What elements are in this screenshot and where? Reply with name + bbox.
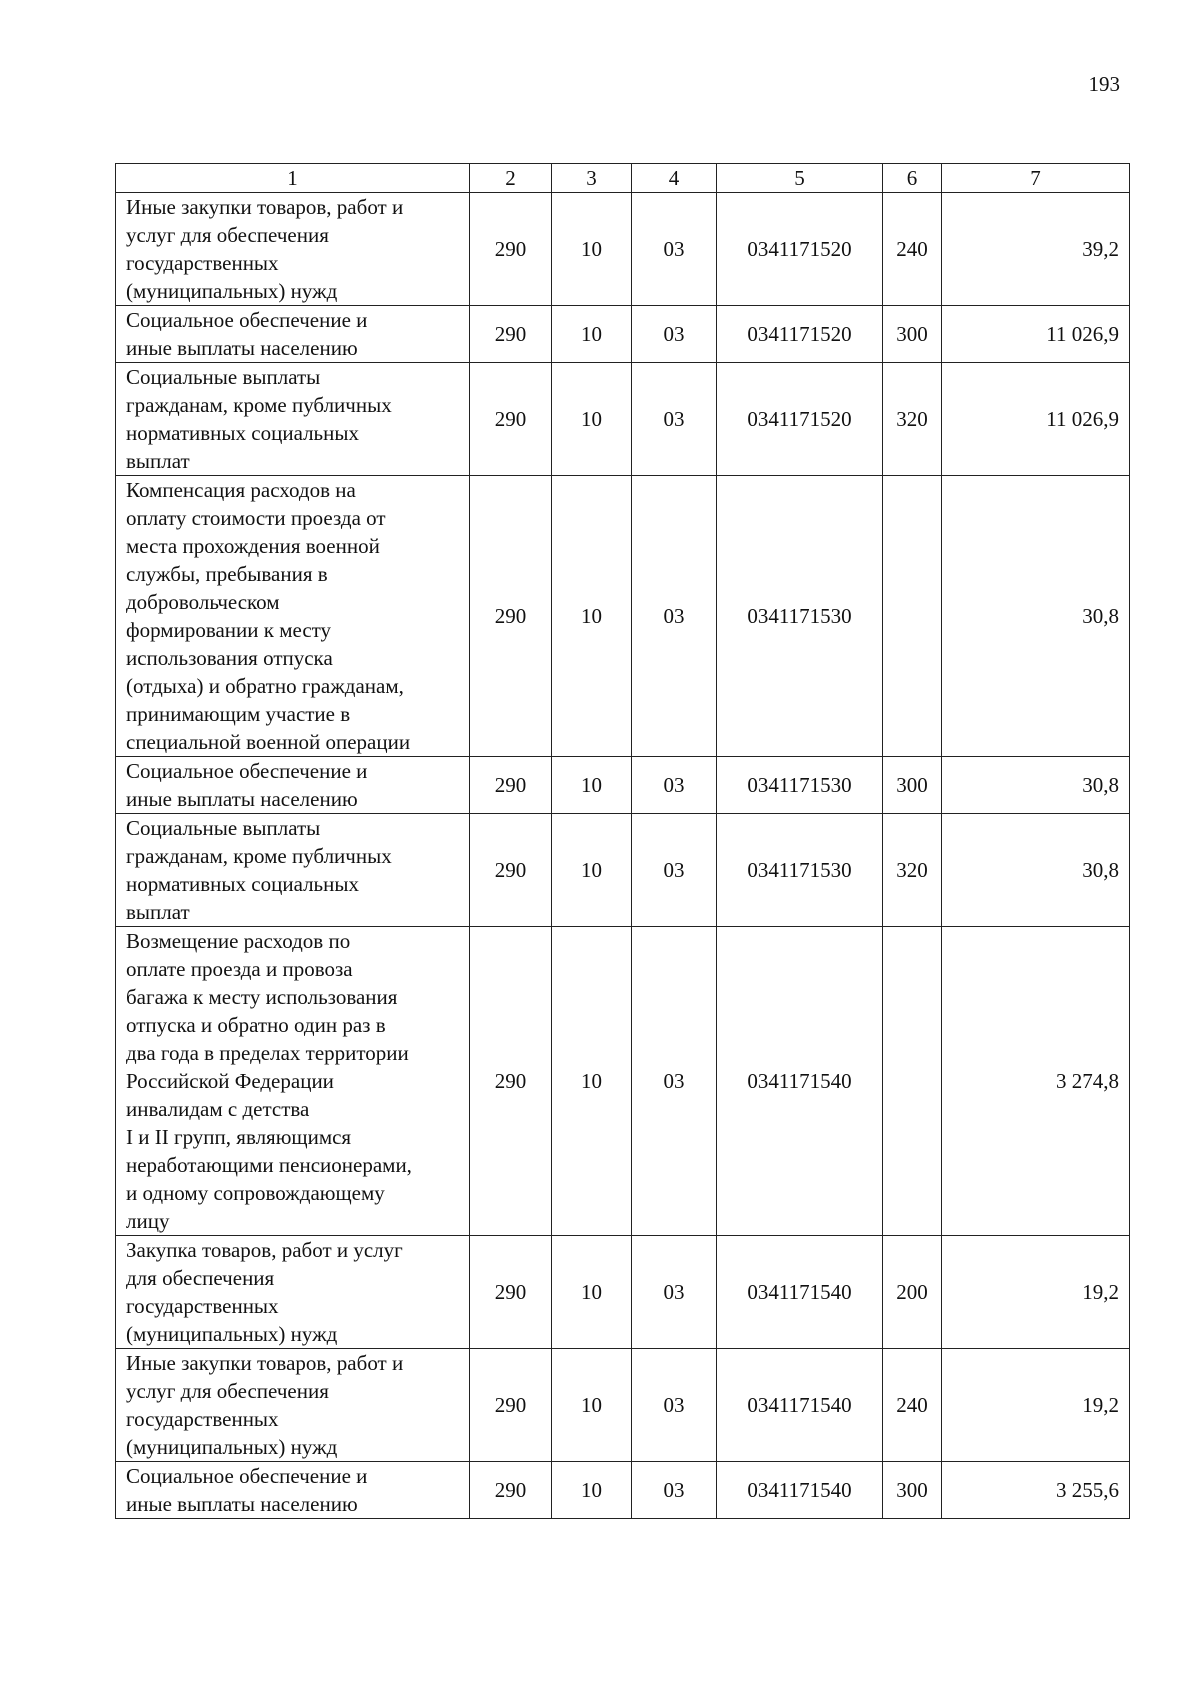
- table-row: [116, 927, 1130, 1236]
- row-cell-4: 03: [632, 814, 717, 927]
- row-name-cell: Социальные выплаты гражданам, кроме публичных нормативных социальных выплат: [116, 814, 470, 927]
- column-header-3: 3: [552, 164, 632, 193]
- row-cell-5: 0341171520: [717, 306, 883, 363]
- row-cell-2: 290: [470, 1236, 552, 1349]
- row-cell-4: 03: [632, 1349, 717, 1462]
- row-cell-3: 10: [552, 814, 632, 927]
- row-cell-7: 3 274,8: [942, 927, 1130, 1236]
- row-cell-2: 290: [470, 927, 552, 1236]
- row-cell-5: 0341171540: [717, 1462, 883, 1519]
- row-cell-5: 0341171520: [717, 193, 883, 306]
- row-name-cell: Закупка товаров, работ и услуг для обеспечения государственных (муниципальных) нужд: [116, 1236, 470, 1349]
- row-cell-3: 10: [552, 757, 632, 814]
- row-name-cell: Иные закупки товаров, работ и услуг для обеспечения государственных (муниципальных) нужд: [116, 193, 470, 306]
- row-cell-5: 0341171540: [717, 1236, 883, 1349]
- row-cell-2: 290: [470, 193, 552, 306]
- row-name-cell: Компенсация расходов на оплату стоимости проезда от места прохождения военной службы, пребывания в добровольческом формировании к месту использования отпуска (отдыха) и обратно гражданам, принимающим участие в специальной военной операции: [116, 476, 470, 757]
- row-name-cell: Возмещение расходов по оплате проезда и провоза багажа к месту использования отпуска и обратно один раз в два года в пределах территории Российской Федерации инвалидам с детства I и II групп, являющимся неработающими пенсионерами, и одному сопровождающему лицу: [116, 927, 470, 1236]
- row-cell-2: 290: [470, 1349, 552, 1462]
- row-cell-3: 10: [552, 193, 632, 306]
- row-cell-3: 10: [552, 306, 632, 363]
- row-name-cell: Иные закупки товаров, работ и услуг для обеспечения государственных (муниципальных) нужд: [116, 1349, 470, 1462]
- row-cell-3: 10: [552, 1349, 632, 1462]
- row-cell-4: 03: [632, 306, 717, 363]
- row-cell-6: [883, 476, 942, 757]
- row-cell-6: 240: [883, 193, 942, 306]
- row-cell-5: 0341171520: [717, 363, 883, 476]
- table-row: [116, 1349, 1130, 1462]
- row-cell-2: 290: [470, 814, 552, 927]
- row-cell-4: 03: [632, 927, 717, 1236]
- table-row: [116, 363, 1130, 476]
- row-cell-3: 10: [552, 476, 632, 757]
- row-cell-7: 11 026,9: [942, 363, 1130, 476]
- column-header-4: 4: [632, 164, 717, 193]
- column-header-2: 2: [470, 164, 552, 193]
- row-cell-4: 03: [632, 363, 717, 476]
- column-header-5: 5: [717, 164, 883, 193]
- row-cell-2: 290: [470, 306, 552, 363]
- row-cell-6: 320: [883, 363, 942, 476]
- row-cell-5: 0341171530: [717, 757, 883, 814]
- row-cell-6: 300: [883, 1462, 942, 1519]
- row-cell-6: 320: [883, 814, 942, 927]
- row-cell-6: [883, 927, 942, 1236]
- row-cell-5: 0341171540: [717, 927, 883, 1236]
- row-cell-2: 290: [470, 363, 552, 476]
- row-cell-3: 10: [552, 1462, 632, 1519]
- row-cell-6: 300: [883, 757, 942, 814]
- row-cell-5: 0341171530: [717, 814, 883, 927]
- row-cell-3: 10: [552, 363, 632, 476]
- row-cell-7: 39,2: [942, 193, 1130, 306]
- row-cell-7: 19,2: [942, 1349, 1130, 1462]
- row-cell-7: 30,8: [942, 476, 1130, 757]
- row-cell-6: 240: [883, 1349, 942, 1462]
- row-cell-4: 03: [632, 193, 717, 306]
- table-row: [116, 1462, 1130, 1519]
- row-cell-2: 290: [470, 476, 552, 757]
- row-cell-5: 0341171540: [717, 1349, 883, 1462]
- table-row: [116, 306, 1130, 363]
- row-cell-4: 03: [632, 1462, 717, 1519]
- column-header-7: 7: [942, 164, 1130, 193]
- table-row: [116, 814, 1130, 927]
- row-cell-4: 03: [632, 757, 717, 814]
- page-number: 193: [1088, 72, 1120, 96]
- row-name-cell: Социальное обеспечение и иные выплаты населению: [116, 306, 470, 363]
- row-cell-7: 11 026,9: [942, 306, 1130, 363]
- row-cell-3: 10: [552, 1236, 632, 1349]
- row-cell-6: 200: [883, 1236, 942, 1349]
- row-name-cell: Социальное обеспечение и иные выплаты населению: [116, 757, 470, 814]
- row-cell-7: 3 255,6: [942, 1462, 1130, 1519]
- table-row: [116, 757, 1130, 814]
- row-name-cell: Социальные выплаты гражданам, кроме публичных нормативных социальных выплат: [116, 363, 470, 476]
- row-cell-7: 30,8: [942, 814, 1130, 927]
- row-cell-2: 290: [470, 1462, 552, 1519]
- row-cell-2: 290: [470, 757, 552, 814]
- row-cell-7: 19,2: [942, 1236, 1130, 1349]
- table-row: [116, 476, 1130, 757]
- budget-table: [115, 163, 1130, 1519]
- table-row: [116, 1236, 1130, 1349]
- row-name-cell: Социальное обеспечение и иные выплаты населению: [116, 1462, 470, 1519]
- row-cell-7: 30,8: [942, 757, 1130, 814]
- row-cell-4: 03: [632, 476, 717, 757]
- column-header-6: 6: [883, 164, 942, 193]
- row-cell-4: 03: [632, 1236, 717, 1349]
- row-cell-6: 300: [883, 306, 942, 363]
- table-row: [116, 193, 1130, 306]
- row-cell-5: 0341171530: [717, 476, 883, 757]
- column-header-1: 1: [116, 164, 470, 193]
- row-cell-3: 10: [552, 927, 632, 1236]
- header-row: [116, 164, 1130, 193]
